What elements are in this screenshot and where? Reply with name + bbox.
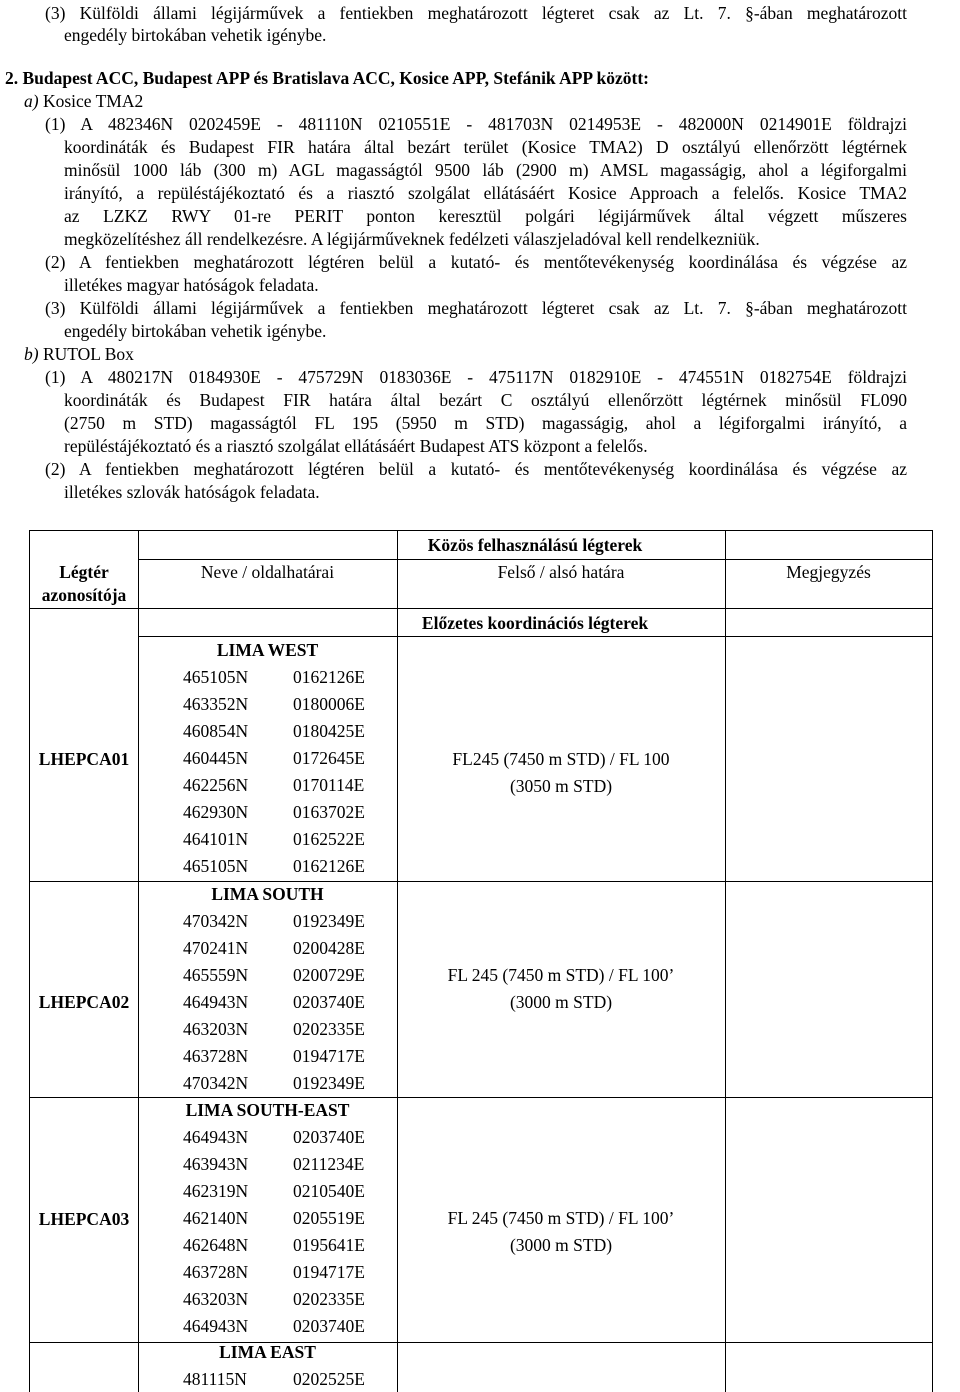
coord-row: 470342N 0192349E	[183, 1073, 365, 1093]
table-divider	[30, 881, 932, 882]
para-line: repüléstájékoztató és a riasztó szolgálat ellátásáért Budapest ATS központ a felelős.	[64, 436, 648, 456]
coord-row: 481115N 0202525E	[183, 1369, 365, 1389]
coord-row: 465105N 0162126E	[183, 856, 365, 876]
para-line: engedély birtokában vehetik igénybe.	[64, 321, 327, 341]
col-header-limits: Felső / alsó határa	[497, 562, 625, 582]
section-title: 2. Budapest ACC, Budapest APP és Bratislava ACC, Kosice APP, Stefánik APP között:	[5, 68, 649, 88]
para-line: (1) A 482346N 0202459E - 481110N 0210551E - 481703N 0214953E - 482000N 0214901E földrajzi	[45, 114, 907, 134]
coord-row: 464943N 0203740E	[183, 992, 365, 1012]
coord-row: 463728N 0194717E	[183, 1046, 365, 1066]
airspace-limits: FL 245 (7450 m STD) / FL 100’	[447, 1208, 675, 1228]
para-line: koordináták és Budapest FIR határa által bezárt C osztályú ellenőrzött légtérnek minősül FL090	[64, 390, 907, 410]
airspace-name: LIMA SOUTH	[211, 884, 324, 904]
para-line: koordináták és Budapest FIR határa által bezárt terület (Kosice TMA2) D osztályú ellenőrzött légtérnek	[64, 137, 907, 157]
col-header-name: Neve / oldalhatárai	[200, 562, 335, 582]
coord-row: 464943N 0203740E	[183, 1127, 365, 1147]
coord-row: 465105N 0162126E	[183, 667, 365, 687]
airspace-limits: (3000 m STD)	[509, 1235, 613, 1255]
airspace-name: LIMA EAST	[219, 1342, 316, 1362]
para-line: illetékes szlovák hatóságok feladata.	[64, 482, 320, 502]
airspace-name: LIMA WEST	[216, 640, 319, 660]
subsection-a-title: a) Kosice TMA2	[24, 91, 144, 111]
coord-row: 463728N 0194717E	[183, 1262, 365, 1282]
table-divider	[138, 559, 932, 560]
coord-row: 460854N 0180425E	[183, 721, 365, 741]
coord-row: 462319N 0210540E	[183, 1181, 365, 1201]
para-line: (2) A fentiekben meghatározott légtéren belül a kutató- és mentőtevékenység koordinálása és végzése az	[45, 459, 907, 479]
col-header-note: Megjegyzés	[786, 562, 871, 582]
para-line: megközelítéshez áll rendelkezésre. A légijárműveknek fedélzeti válaszjeladóval kell rendelkezniük.	[64, 229, 760, 249]
table-divider	[725, 531, 726, 1392]
para-line: irányító, a repüléstájékoztató és a riasztó szolgálat ellátásáért Kosice Approach a felelős. Kosice TMA2	[64, 183, 907, 203]
coord-row: 470342N 0192349E	[183, 911, 365, 931]
para-line: (2) A fentiekben meghatározott légtéren belül a kutató- és mentőtevékenység koordinálása és végzése az	[45, 252, 907, 272]
airspace-limits: (3050 m STD)	[509, 776, 613, 796]
coord-row: 463352N 0180006E	[183, 694, 365, 714]
coord-row: 462140N 0205519E	[183, 1208, 365, 1228]
coord-row: 465559N 0200729E	[183, 965, 365, 985]
coord-row: 470241N 0200428E	[183, 938, 365, 958]
airspace-id: LHEPCA03	[38, 1209, 130, 1229]
table-divider	[138, 636, 932, 637]
coord-row: 462930N 0163702E	[183, 802, 365, 822]
para-line: az LZKZ RWY 01-re PERIT ponton keresztül polgári légijárművek által végzett műszeres	[64, 206, 907, 226]
coord-row: 462256N 0170114E	[183, 775, 365, 795]
table-divider	[30, 1097, 932, 1098]
airspace-id: LHEPCA02	[38, 992, 130, 1012]
airspace-limits: FL245 (7450 m STD) / FL 100	[452, 749, 670, 769]
coord-row: 463943N 0211234E	[183, 1154, 365, 1174]
airspace-id: LHEPCA01	[38, 749, 130, 769]
table-divider	[30, 608, 932, 609]
airspace-name: LIMA SOUTH-EAST	[185, 1100, 350, 1120]
coord-row: 463203N 0202335E	[183, 1289, 365, 1309]
airspace-limits: (3000 m STD)	[509, 992, 613, 1012]
para-line: (3) Külföldi állami légijárművek a fentiekben meghatározott légteret csak az Lt. 7. §-ában meghatározott	[45, 3, 907, 23]
col-header-id: Légtér azonosítója	[41, 562, 127, 605]
table-subheader: Előzetes koordinációs légterek	[421, 613, 649, 633]
coord-row: 462648N 0195641E	[183, 1235, 365, 1255]
airspace-table	[29, 530, 933, 1392]
coord-row: 460445N 0172645E	[183, 748, 365, 768]
para-line: (3) Külföldi állami légijárművek a fentiekben meghatározott légteret csak az Lt. 7. §-ában meghatározott	[45, 298, 907, 318]
table-divider	[397, 531, 398, 1392]
coord-row: 464943N 0203740E	[183, 1316, 365, 1336]
para-line: engedély birtokában vehetik igénybe.	[64, 25, 327, 45]
para-line: (2750 m STD) magasságtól FL 195 (5950 m STD) magasságig, ahol a légiforgalmi irányító, a	[64, 413, 907, 433]
subsection-b-title: b) RUTOL Box	[24, 344, 134, 364]
table-title: Közös felhasználású légterek	[427, 535, 643, 555]
para-line: (1) A 480217N 0184930E - 475729N 0183036E - 475117N 0182910E - 474551N 0182754E földrajzi	[45, 367, 907, 387]
coord-row: 463203N 0202335E	[183, 1019, 365, 1039]
coord-row: 464101N 0162522E	[183, 829, 365, 849]
airspace-limits: FL 245 (7450 m STD) / FL 100’	[447, 965, 675, 985]
para-line: minősül 1000 láb (300 m) AGL magasságtól 9500 láb (2900 m) AMSL magasságig, ahol a légiforgalmi	[64, 160, 907, 180]
para-line: illetékes magyar hatóságok feladata.	[64, 275, 319, 295]
